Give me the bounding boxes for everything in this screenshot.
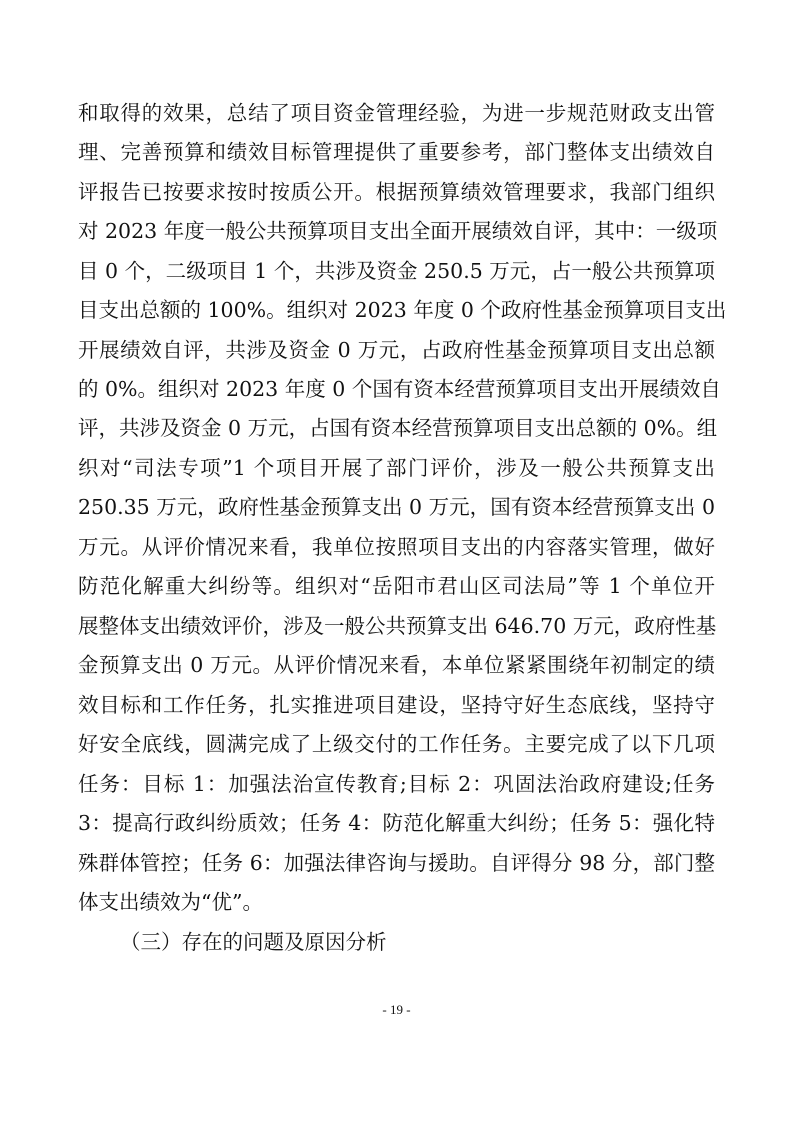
body-line: 效目标和工作任务，扎实推进项目建设，坚持守好生态底线，坚持守 [78, 693, 715, 717]
body-line: 目 0 个，二级项目 1 个，共涉及资金 250.5 万元，占一般公共预算项 [78, 259, 715, 283]
body-line: 目支出总额的 100%。组织对 2023 年度 0 个政府性基金预算项目支出 [78, 298, 727, 322]
body-line: 开展绩效自评，共涉及资金 0 万元，占政府性基金预算项目支出总额 [78, 338, 715, 362]
page-number: - 19 - [382, 1002, 411, 1017]
body-line: 金预算支出 0 万元。从评价情况来看，本单位紧紧围绕年初制定的绩 [78, 653, 715, 677]
body-line: 任务：目标 1：加强法治宣传教育;目标 2：巩固法治政府建设;任务 [78, 772, 715, 796]
body-line: 理、完善预算和绩效目标管理提供了重要参考，部门整体支出绩效自 [78, 140, 715, 164]
body-line: 殊群体管控；任务 6：加强法律咨询与援助。自评得分 98 分，部门整 [78, 851, 715, 875]
body-line: 对 2023 年度一般公共预算项目支出全面开展绩效自评，其中：一级项 [78, 219, 718, 243]
body-line: 250.35 万元，政府性基金预算支出 0 万元，国有资本经营预算支出 0 [78, 495, 715, 519]
body-line: 3：提高行政纠纷质效；任务 4：防范化解重大纠纷；任务 5：强化特 [78, 811, 715, 835]
body-line: 好安全底线，圆满完成了上级交付的工作任务。主要完成了以下几项 [78, 732, 715, 756]
body-line: 展整体支出绩效评价，涉及一般公共预算支出 646.70 万元，政府性基 [78, 614, 717, 638]
body-line: 万元。从评价情况来看，我单位按照项目支出的内容落实管理，做好 [78, 535, 715, 559]
body-line: 防范化解重大纠纷等。组织对“岳阳市君山区司法局”等 1 个单位开 [78, 574, 715, 598]
body-line: 评报告已按要求按时按质公开。根据预算绩效管理要求，我部门组织 [78, 180, 715, 204]
body-line: 织对“司法专项”1 个项目开展了部门评价，涉及一般公共预算支出 [78, 456, 715, 480]
body-line: 的 0%。组织对 2023 年度 0 个国有资本经营预算项目支出开展绩效自 [78, 377, 721, 401]
body-line: 和取得的效果，总结了项目资金管理经验，为进一步规范财政支出管 [78, 101, 715, 125]
section-heading: （三）存在的问题及原因分析 [120, 930, 387, 954]
body-line: 评，共涉及资金 0 万元，占国有资本经营预算项目支出总额的 0%。组 [78, 416, 718, 440]
body-line: 体支出绩效为“优”。 [78, 890, 263, 914]
